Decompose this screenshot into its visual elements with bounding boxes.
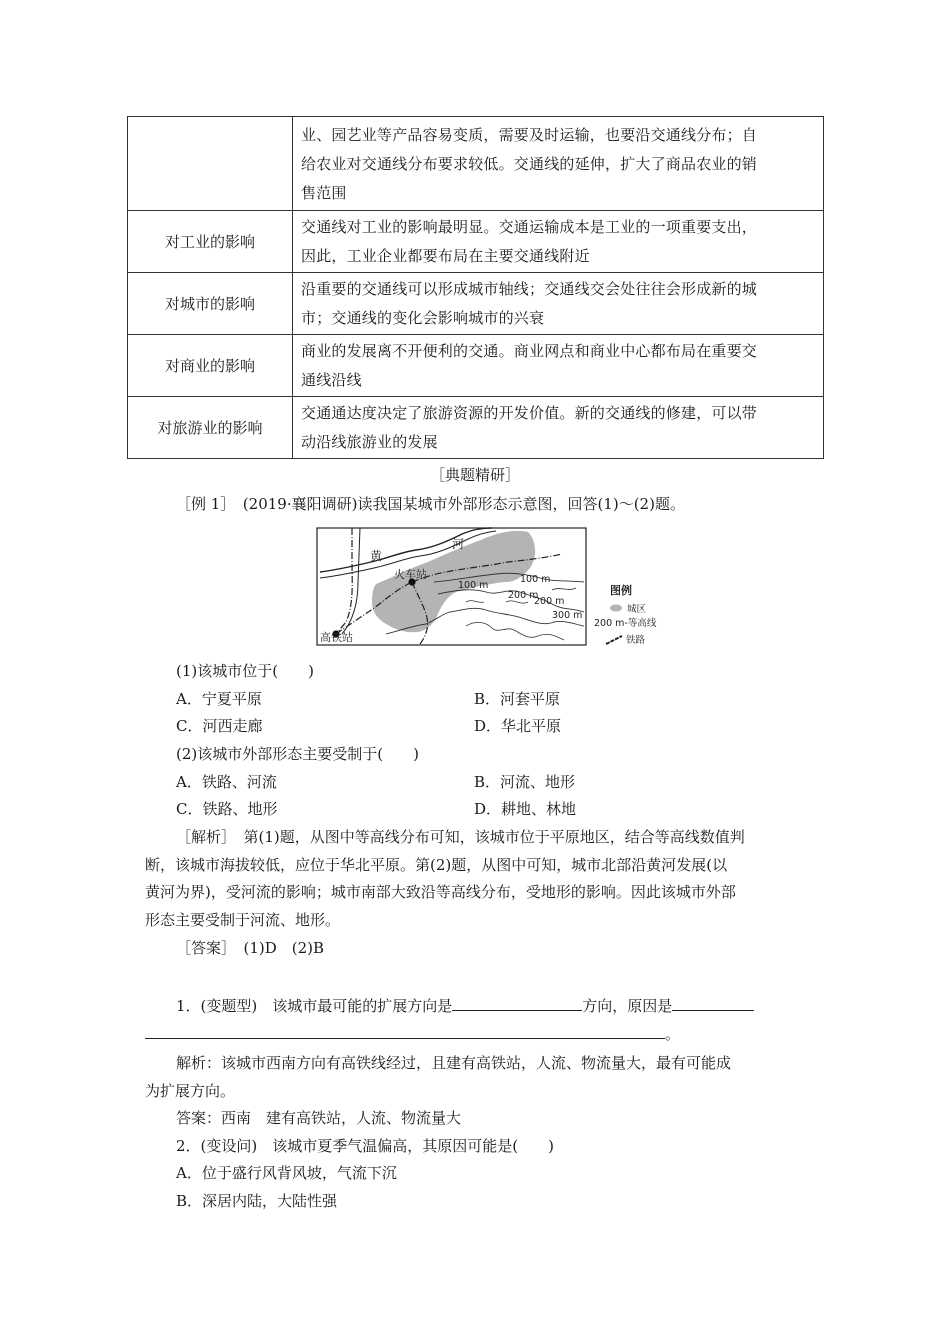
answer-blank[interactable]	[452, 994, 582, 1011]
option-b[interactable]: B．深居内陆，大陆性强	[176, 1192, 338, 1210]
option-a[interactable]: A．宁夏平原	[176, 690, 262, 708]
analysis-line: 断，该城市海拔较低，应位于华北平原。第(2)题，从图中可知，城市北部沿黄河发展(以	[145, 856, 728, 874]
table-row-text: 商业的发展离不开便利的交通。商业网点和商业中心都布局在重要交 通线沿线	[293, 335, 824, 397]
city-form-map	[316, 522, 688, 654]
contour-label: 100 m	[520, 574, 551, 585]
option-c[interactable]: C．铁路、地形	[176, 800, 278, 818]
legend-title: 图例	[610, 584, 632, 597]
table-row-label: 对城市的影响	[128, 273, 293, 335]
table-row-label: 对工业的影响	[128, 211, 293, 273]
variant-1-answer: 答案：西南 建有高铁站，人流、物流量大	[176, 1109, 462, 1127]
option-b[interactable]: B．河套平原	[474, 690, 561, 708]
contour-label: 200 m	[534, 596, 565, 607]
contour-label: 100 m	[458, 580, 489, 591]
analysis-line: ［解析］ 第(1)题，从图中等高线分布可知，该城市位于平原地区，结合等高线数值判	[176, 828, 745, 846]
river-label-1: 黄	[370, 549, 383, 563]
example-intro: ［例 1］ (2019·襄阳调研)读我国某城市外部形态示意图，回答(1)～(2)题。	[176, 495, 685, 513]
legend-railway-swatch	[606, 636, 622, 644]
table-row-label: 对旅游业的影响	[128, 397, 293, 459]
analysis-line: 黄河为界)，受河流的影响；城市南部大致沿等高线分布，受地形的影响。因此该城市外部	[145, 883, 736, 901]
table-row-text: 业、园艺业等产品容易变质，需要及时运输，也要沿交通线分布；自 给农业对交通线分布要求较低。交通线的延伸，扩大了商品农业的销 售范围	[293, 117, 824, 211]
answer-blank[interactable]	[145, 1022, 665, 1039]
example-answer: ［答案］ (1)D (2)B	[176, 939, 325, 957]
river-label-2: 河	[452, 537, 465, 551]
answer-blank[interactable]	[672, 994, 754, 1011]
table-row-label	[128, 117, 293, 211]
option-c[interactable]: C．河西走廊	[176, 717, 263, 735]
variant-1-explanation: 为扩展方向。	[145, 1082, 236, 1100]
analysis-line: 形态主要受制于河流、地形。	[145, 911, 341, 929]
variant-1-explanation: 解析：该城市西南方向有高铁线经过，且建有高铁站，人流、物流量大，最有可能成	[176, 1054, 732, 1072]
table-row-label: 对商业的影响	[128, 335, 293, 397]
traffic-influence-table	[127, 116, 824, 459]
option-a[interactable]: A．位于盛行风背风坡，气流下沉	[176, 1164, 397, 1182]
contour-label: 200 m	[508, 590, 539, 601]
variant-2-stem: 2．(变设问) 该城市夏季气温偏高，其原因可能是( )	[176, 1137, 554, 1155]
table-row	[128, 397, 824, 459]
option-a[interactable]: A．铁路、河流	[176, 773, 277, 791]
option-b[interactable]: B．河流、地形	[474, 773, 576, 791]
table-row-text: 交通通达度决定了旅游资源的开发价值。新的交通线的修建，可以带 动沿线旅游业的发展	[293, 397, 824, 459]
legend-railway-label: 铁路	[626, 635, 646, 646]
legend-contour-label: 200 m-等高线	[594, 618, 657, 629]
table-row	[128, 117, 824, 211]
legend-city-swatch	[610, 605, 622, 612]
option-d[interactable]: D．耕地、林地	[474, 800, 577, 818]
table-row	[128, 335, 824, 397]
table-row-text: 交通线对工业的影响最明显。交通运输成本是工业的一项重要支出， 因此，工业企业都要布局在主要交通线附近	[293, 211, 824, 273]
option-d[interactable]: D．华北平原	[474, 717, 562, 735]
contour-label: 300 m	[552, 610, 583, 621]
section-title: ［典题精研］	[429, 466, 520, 484]
hsr-station-label: 高铁站	[320, 631, 353, 644]
train-station-label: 火车站	[394, 568, 427, 581]
variant-1-question-cont: 。	[145, 1020, 680, 1048]
variant-1-question: 1．(变题型) 该城市最可能的扩展方向是 方向，原因是	[176, 992, 754, 1020]
table-row-text: 沿重要的交通线可以形成城市轴线；交通线交会处往往会形成新的城 市；交通线的变化会影响城市的兴衰	[293, 273, 824, 335]
question-1-stem: (1)该城市位于( )	[176, 662, 314, 680]
table-row	[128, 211, 824, 273]
table-row	[128, 273, 824, 335]
question-2-stem: (2)该城市外部形态主要受制于( )	[176, 745, 419, 763]
legend-city-label: 城区	[627, 604, 647, 615]
